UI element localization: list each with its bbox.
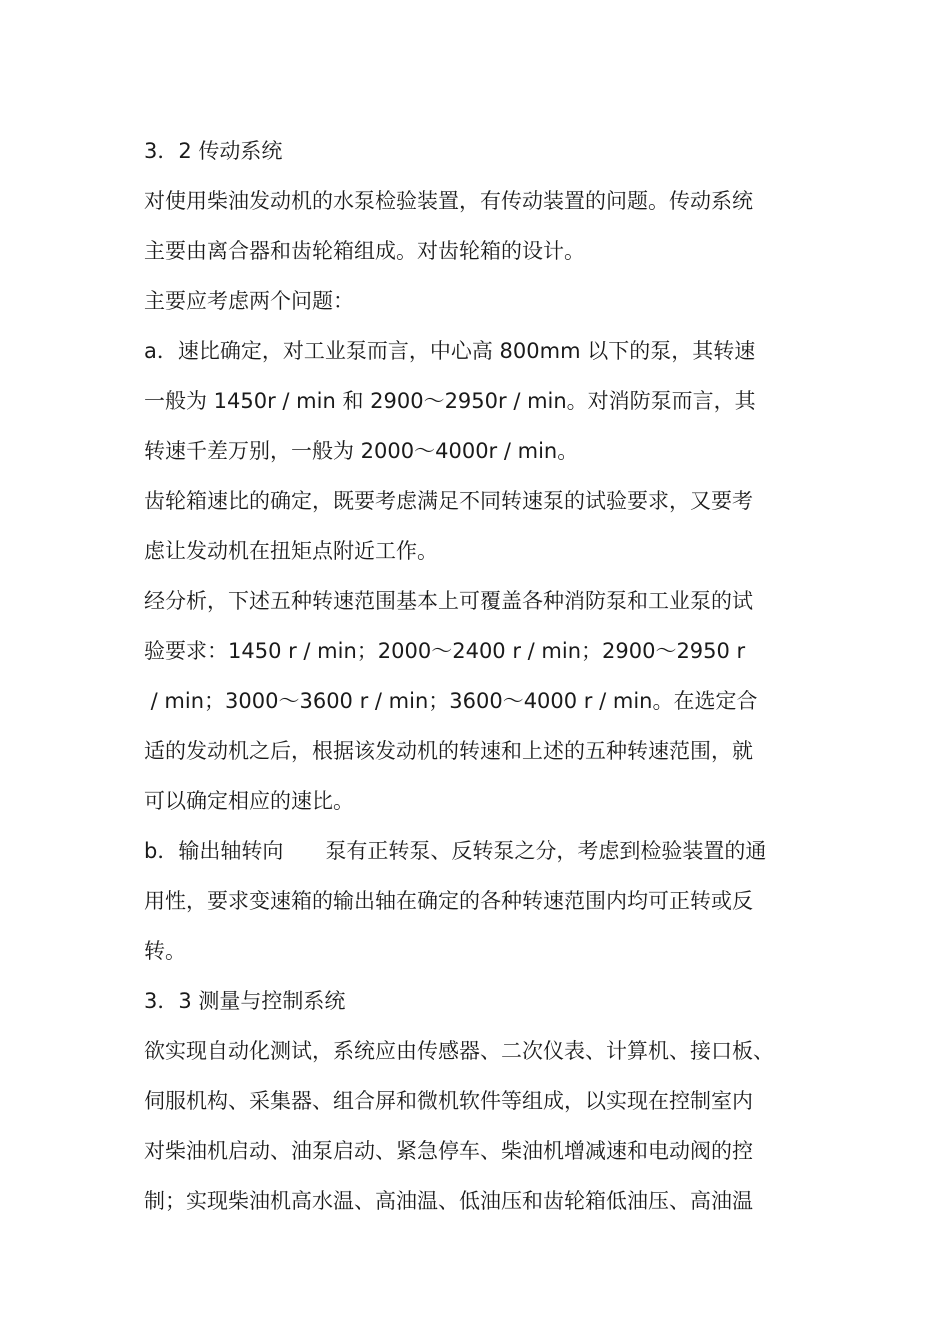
- paragraph-line: 齿轮箱速比的确定，既要考虑满足不同转速泵的试验要求，又要考: [144, 489, 753, 513]
- section-heading-3-3: 3．3 测量与控制系统: [144, 989, 346, 1013]
- paragraph-line: 验要求：1450 r / min；2000～2400 r / min；2900～2950 r: [144, 639, 746, 663]
- paragraph-line: a．速比确定，对工业泵而言，中心高 800mm 以下的泵，其转速: [144, 339, 756, 363]
- paragraph-line: 转速千差万别，一般为 2000～4000r / min。: [144, 439, 579, 463]
- paragraph-line: 主要由离合器和齿轮箱组成。对齿轮箱的设计。: [144, 239, 585, 263]
- paragraph-line: 制；实现柴油机高水温、高油温、低油压和齿轮箱低油压、高油温: [144, 1189, 753, 1213]
- paragraph-line: 可以确定相应的速比。: [144, 789, 354, 813]
- paragraph-line: 欲实现自动化测试，系统应由传感器、二次仪表、计算机、接口板、: [144, 1039, 774, 1063]
- paragraph-line: / min；3000～3600 r / min；3600～4000 r / min。在选定合: [144, 689, 758, 713]
- paragraph-line: 虑让发动机在扭矩点附近工作。: [144, 539, 438, 563]
- paragraph-line: 对使用柴油发动机的水泵检验装置，有传动装置的问题。传动系统: [144, 189, 753, 213]
- paragraph-line: 一般为 1450r / min 和 2900～2950r / min。对消防泵而言，其: [144, 389, 756, 413]
- paragraph-line: 用性，要求变速箱的输出轴在确定的各种转速范围内均可正转或反: [144, 889, 753, 913]
- paragraph-line: 适的发动机之后，根据该发动机的转速和上述的五种转速范围，就: [144, 739, 753, 763]
- paragraph-line: b．输出轴转向 泵有正转泵、反转泵之分，考虑到检验装置的通: [144, 839, 767, 863]
- paragraph-line: 伺服机构、采集器、组合屏和微机软件等组成，以实现在控制室内: [144, 1089, 753, 1113]
- document-body: [144, 126, 814, 1226]
- paragraph-line: 转。: [144, 939, 186, 963]
- paragraph-line: 对柴油机启动、油泵启动、紧急停车、柴油机增减速和电动阀的控: [144, 1139, 753, 1163]
- section-heading-3-2: 3．2 传动系统: [144, 139, 283, 163]
- paragraph-line: 经分析，下述五种转速范围基本上可覆盖各种消防泵和工业泵的试: [144, 589, 753, 613]
- paragraph-line: 主要应考虑两个问题：: [144, 289, 354, 313]
